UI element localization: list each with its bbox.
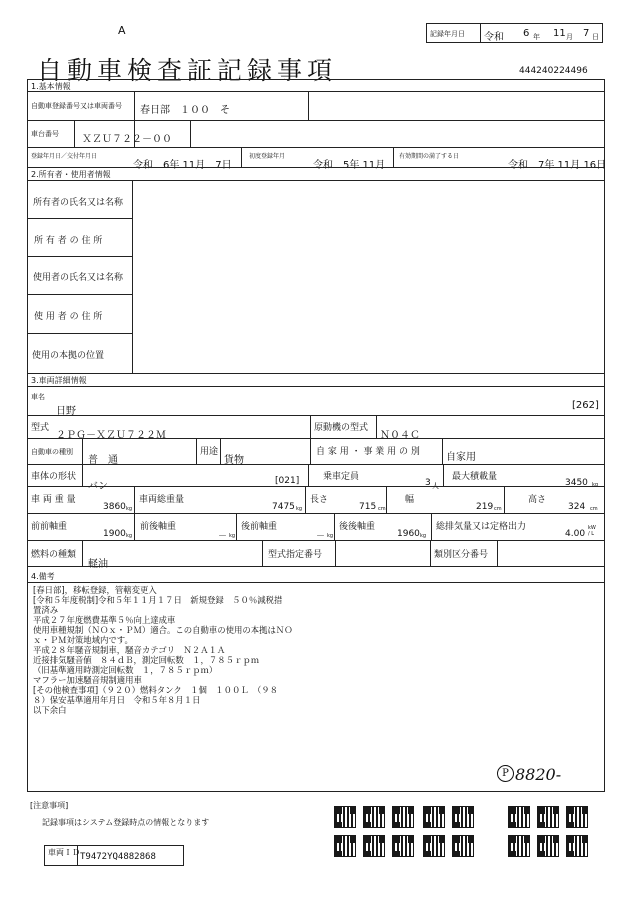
handwritten-price: 8820- [515,765,562,784]
weight-value: 3860 [103,502,126,512]
qr-code-icon [363,806,385,828]
section1-heading: 1.基本情報 [31,82,71,91]
kind-label: 自動車の種別 [31,448,73,456]
gross-value: 7475 [272,502,295,512]
unit-kg: kg [229,533,236,539]
remarks-line: 近接排気騒音値 ８４ｄＢ，測定回転数 １，７８５ｒｐｍ [33,655,260,665]
remarks-line: ８）保安基準適用年月日 令和５年８月１日 [33,695,201,705]
displacement-label: 総排気量又は定格出力 [436,522,527,532]
capacity-label: 乗車定員 [323,472,360,482]
section4-heading: 4.備考 [31,572,55,581]
rear-axle-label: 後後軸重 [339,522,376,532]
qr-code-icon [508,835,530,857]
unit-cm: cm [590,506,598,512]
business-label: 自 家 用 ・ 事 業 用 の 別 [316,447,420,457]
height-value: 324 [568,502,586,512]
rear-front-axle-label: 後前軸重 [241,522,278,532]
remarks-line: [春日部]，移転登録，管轄変更入 [33,585,157,595]
price-mark-icon: P [497,765,514,782]
page-title: 自動車検査証記録事項 [37,56,338,85]
qr-code-icon [566,835,588,857]
width-label: 幅 [405,495,415,505]
remarks-line: 以下余白 [33,705,67,715]
record-date-era: 令和 [484,32,504,43]
remarks-line: [令和５年度税制]令和５年１１月１７日 新規登録 ５０％減税措 [33,595,283,605]
base-location-label: 使用の本拠の位置 [32,351,105,361]
remarks-line: ｘ・ＰＭ対策地域内です。 [33,635,133,645]
unit-day: 日 [592,33,599,41]
record-date-year: 6 [523,28,530,39]
capacity-unit: 人 [432,482,439,490]
qr-code-icon [363,835,385,857]
type-designation-label: 型式指定番号 [268,550,323,560]
qr-code-icon [423,806,445,828]
front-rear-axle-value: － [218,532,228,542]
remarks-line: （旧基準適用時測定回転数 １，７８５ｒｐｍ） [33,665,218,675]
fuel-label: 燃料の種類 [31,550,77,560]
use-label: 用途 [200,447,219,457]
kind-value: 普 通 [88,455,118,466]
car-name-value: 日野 [56,406,76,417]
front-axle-label: 前前軸重 [31,522,68,532]
unit-cm: cm [494,506,502,512]
qr-code-icon [334,806,356,828]
document-mark: A [118,24,126,37]
max-load-value: 3450 [565,478,588,488]
reg-number-label: 自動車登録番号又は車両番号 [31,102,122,110]
width-value: 219 [476,502,494,512]
length-label: 長さ [310,495,329,505]
notes-heading: [注意事項] [30,801,69,810]
unit-kg: kg [126,506,133,512]
remarks-line: 平成２８年騒音規制車，騒音カテゴリ Ｎ２Ａ１Ａ [33,645,226,655]
qr-code-icon [392,806,414,828]
expiry-value: 令和 7年 11月 16日 [508,160,607,171]
record-date-month: 11 [553,28,566,39]
reg-date-label: 登録年月日／交付年月日 [31,153,98,160]
body-code: [021] [275,476,300,486]
user-address-label: 使 用 者 の 住 所 [34,312,103,322]
qr-code-icon [452,835,474,857]
expiry-label: 有効期間の満了する日 [399,153,460,160]
height-label: 高さ [528,495,547,505]
reg-date-value: 令和 6年 11月 7日 [133,160,232,171]
unit-kg: kg [592,482,599,488]
owner-name-label: 所有者の氏名又は名称 [33,198,124,208]
vehicle-id-value: T9472YQ4882868 [80,852,156,862]
qr-code-icon [566,806,588,828]
record-date-day: 7 [583,28,590,39]
unit-kg: kg [126,533,133,539]
qr-code-icon [334,835,356,857]
user-name-label: 使用者の氏名又は名称 [33,273,124,283]
chassis-value: ＸＺＵ７２２－００ [82,134,172,145]
engine-value: Ｎ０４Ｃ [380,430,420,441]
category-label: 類別区分番号 [434,550,489,560]
qr-code-icon [537,806,559,828]
owner-address-label: 所 有 者 の 住 所 [34,236,103,246]
document-number: 444240224496 [519,66,588,76]
displacement-value: 4.00 [565,529,586,539]
car-name-label: 車名 [31,393,45,401]
reg-number-value: 春日部 １００ そ [140,105,230,116]
remarks-line: [その他検査事項]（９２０）燃料タンク １個 １００Ｌ （９８ [33,685,279,695]
unit-cm: cm [378,506,386,512]
first-reg-label: 初度登録年月 [249,153,286,160]
remarks-line: 置済み [33,605,59,615]
engine-label: 原動機の型式 [314,423,369,433]
car-name-code: [262] [572,400,599,411]
chassis-label: 車台番号 [31,130,59,138]
rear-front-axle-value: － [316,532,326,542]
unit-year: 年 [533,33,540,41]
remarks-block [33,585,373,715]
qr-code-icon [423,835,445,857]
section2-heading: 2.所有者・使用者情報 [31,170,111,179]
model-value: ２ＰＧ－ＸＺＵ７２２Ｍ [56,430,166,441]
vehicle-id-label: 車両ＩＤ [48,848,80,857]
first-reg-value: 令和 5年 11月 [313,160,386,171]
use-value: 貨物 [224,455,244,466]
front-axle-value: 1900 [103,529,126,539]
body-label: 車体の形状 [31,472,77,482]
rear-axle-value: 1960 [397,529,420,539]
unit-kg: kg [327,533,334,539]
record-date-label: 記録年月日 [430,30,465,38]
weight-label: 車 両 重 量 [31,495,76,505]
section3-heading: 3.車両詳細情報 [31,376,87,385]
qr-code-icon [537,835,559,857]
fuel-value: 軽油 [88,559,108,570]
front-rear-axle-label: 前後軸重 [140,522,177,532]
qr-code-icon [392,835,414,857]
max-load-label: 最大積載量 [452,472,498,482]
unit-kg: kg [420,533,427,539]
business-value: 自家用 [446,452,476,463]
length-value: 715 [359,502,377,512]
qr-code-icon [508,806,530,828]
body-value: バン [88,481,108,492]
displacement-unit: kW / L [588,525,596,537]
gross-label: 車両総重量 [139,495,185,505]
unit-month: 月 [566,33,573,41]
qr-code-icon [452,806,474,828]
notes-text: 記録事項はシステム登録時点の情報となります [42,818,210,827]
model-label: 型式 [31,423,50,433]
remarks-line: 使用車種規制（ＮＯｘ・ＰＭ）適合。この自動車の使用の本拠はＮＯ [33,625,293,635]
unit-kg: kg [296,506,303,512]
capacity-value: 3 [425,478,431,488]
remarks-line: 平成２７年度燃費基準５％向上達成車 [33,615,176,625]
remarks-line: マフラー加速騒音規制適用車 [33,675,142,685]
